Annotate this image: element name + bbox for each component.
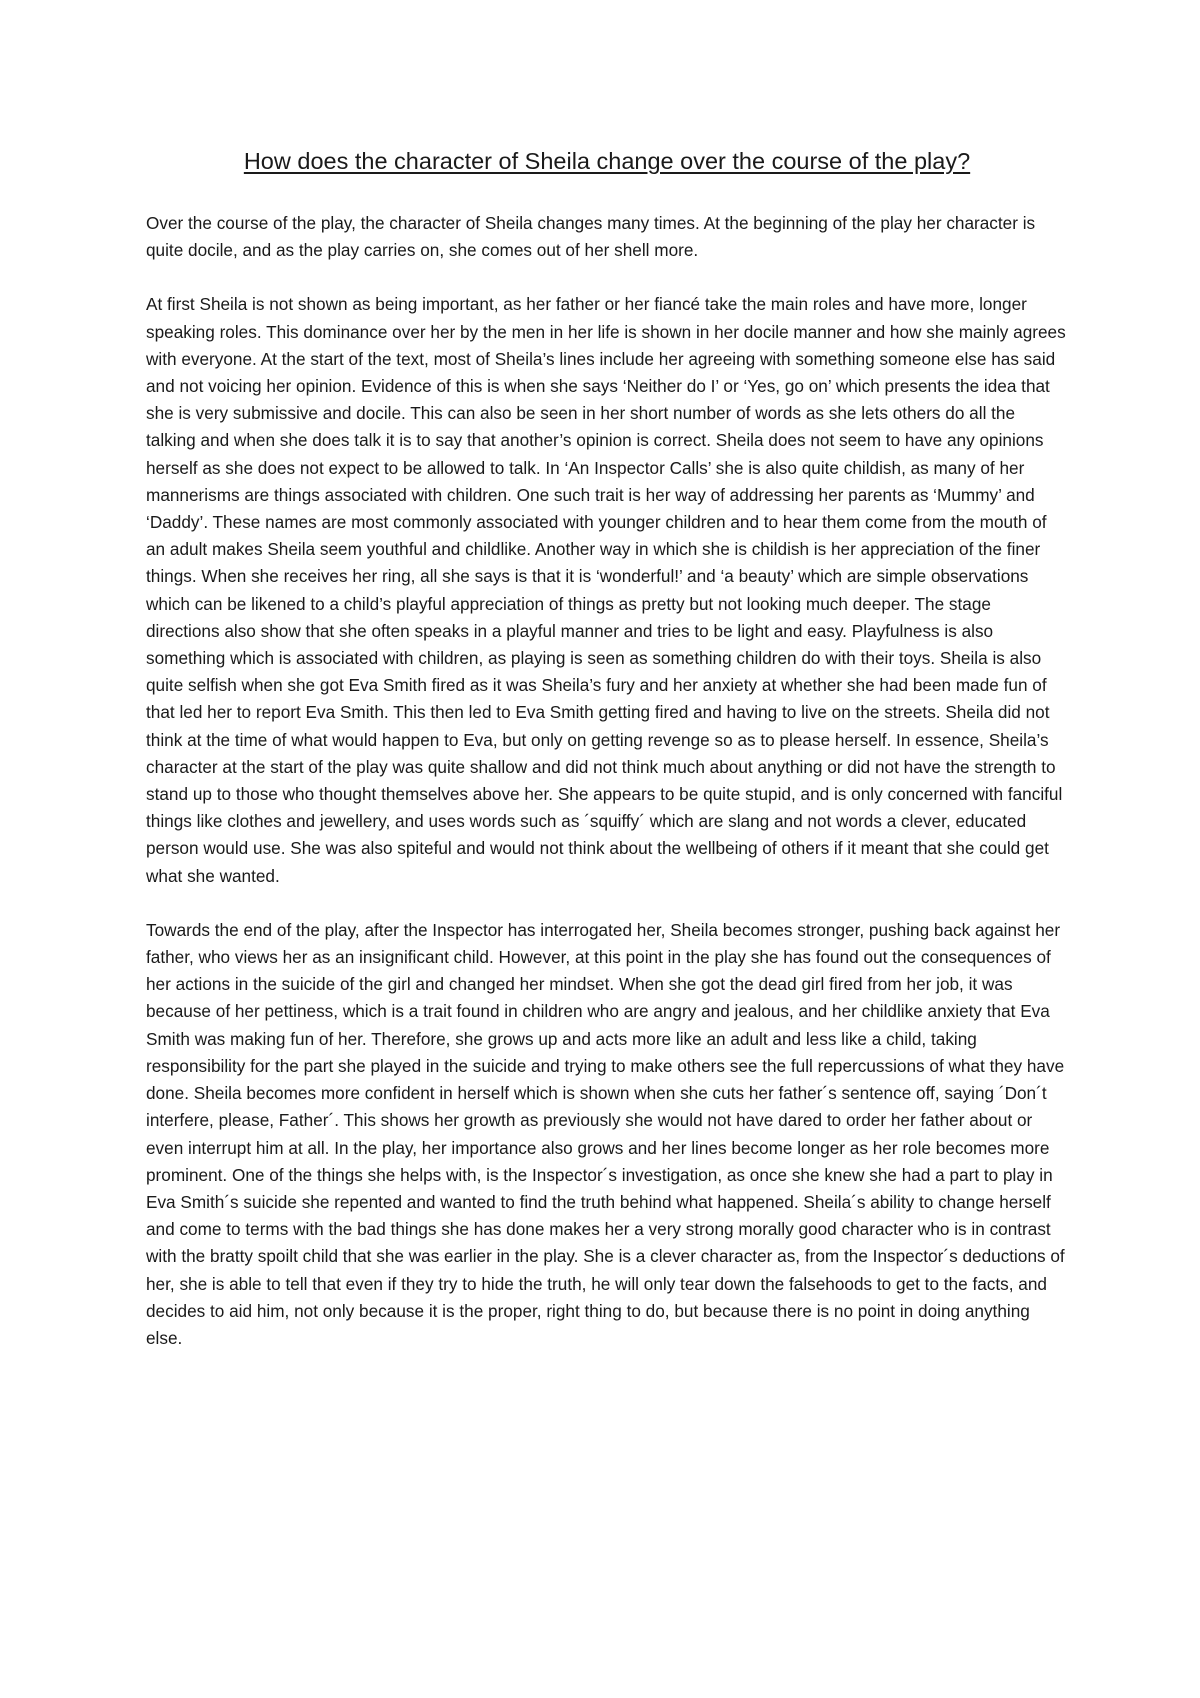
paragraph-early-sheila: At first Sheila is not shown as being important, as her father or her fiancé take the main roles and have more, longer speaking roles. This dominance over her by the men in her life is shown in her docile manner and how she mainly agrees with everyone. At the start of the text, most of Sheila’s lines include her agreeing with something someone else has said and not voicing her opinion. Evidence of this is when she says ‘Neither do I’ or ‘Yes, go on’ which presents the idea that she is very submissive and docile. This can also be seen in her short number of words as she lets others do all the talking and when she does talk it is to say that another’s opinion is correct. Sheila does not seem to have any opinions herself as she does not expect to be allowed to talk. In ‘An Inspector Calls’ she is also quite childish, as many of her mannerisms are things associated with children. One such trait is her way of addressing her parents as ‘Mummy’ and ‘Daddy’. These names are most commonly associated with younger children and to hear them come from the mouth of an adult makes Sheila seem youthful and childlike. Another way in which she is childish is her appreciation of the finer things. When she receives her ring, all she says is that it is ‘wonderful!’ and ‘a beauty’ which are simple observations which can be likened to a child’s playful appreciation of things as pretty but not looking much deeper. The stage directions also show that she often speaks in a playful manner and tries to be light and easy. Playfulness is also something which is associated with children, as playing is seen as something children do with their toys. Sheila is also quite selfish when she got Eva Smith fired as it was Sheila’s fury and her anxiety at whether she had been made fun of that led her to report Eva Smith. This then led to Eva Smith getting fired and having to live on the streets. Sheila did not think at the time of what would happen to Eva, but only on getting revenge so as to please herself. In essence, Sheila’s character at the start of the play was quite shallow and did not think much about anything or did not have the strength to stand up to those who thought themselves above her. She appears to be quite stupid, and is only concerned with fanciful things like clothes and jewellery, and uses words such as ´squiffy´ which are slang and not words a clever, educated person would use. She was also spiteful and would not think about the wellbeing of others if it meant that she could get what she wanted. [146,294,1066,886]
document-body [146,146,1068,1379]
paragraph-intro: Over the course of the play, the character of Sheila changes many times. At the beginning of the play her character is quite docile, and as the play carries on, she comes out of her shell more. [146,213,1036,261]
paragraph-later-sheila: Towards the end of the play, after the Inspector has interrogated her, Sheila becomes stronger, pushing back against her father, who views her as an insignificant child. However, at this point in the play she has found out the consequences of her actions in the suicide of the girl and changed her mindset. When she got the dead girl fired from her job, it was because of her pettiness, which is a trait found in children who are angry and jealous, and her childlike anxiety that Eva Smith was making fun of her. Therefore, she grows up and acts more like an adult and less like a child, taking responsibility for the part she played in the suicide and trying to make others see the full repercussions of what they have done. Sheila becomes more confident in herself which is shown when she cuts her father´s sentence off, saying ´Don´t interfere, please, Father´. This shows her growth as previously she would not have dared to order her father about or even interrupt him at all. In the play, her importance also grows and her lines become longer as her role becomes more prominent. One of the things she helps with, is the Inspector´s investigation, as once she knew she had a part to play in Eva Smith´s suicide she repented and wanted to find the truth behind what happened. Sheila´s ability to change herself and come to terms with the bad things she has done makes her a very strong morally good character who is in contrast with the bratty spoilt child that she was earlier in the play. She is a clever character as, from the Inspector´s deductions of her, she is able to tell that even if they try to hide the truth, he will only tear down the falsehoods to get to the facts, and decides to aid him, not only because it is the proper, right thing to do, but because there is no point in doing anything else. [146,919,1065,1348]
document-title: How does the character of Sheila change over the course of the play? [243,148,971,174]
